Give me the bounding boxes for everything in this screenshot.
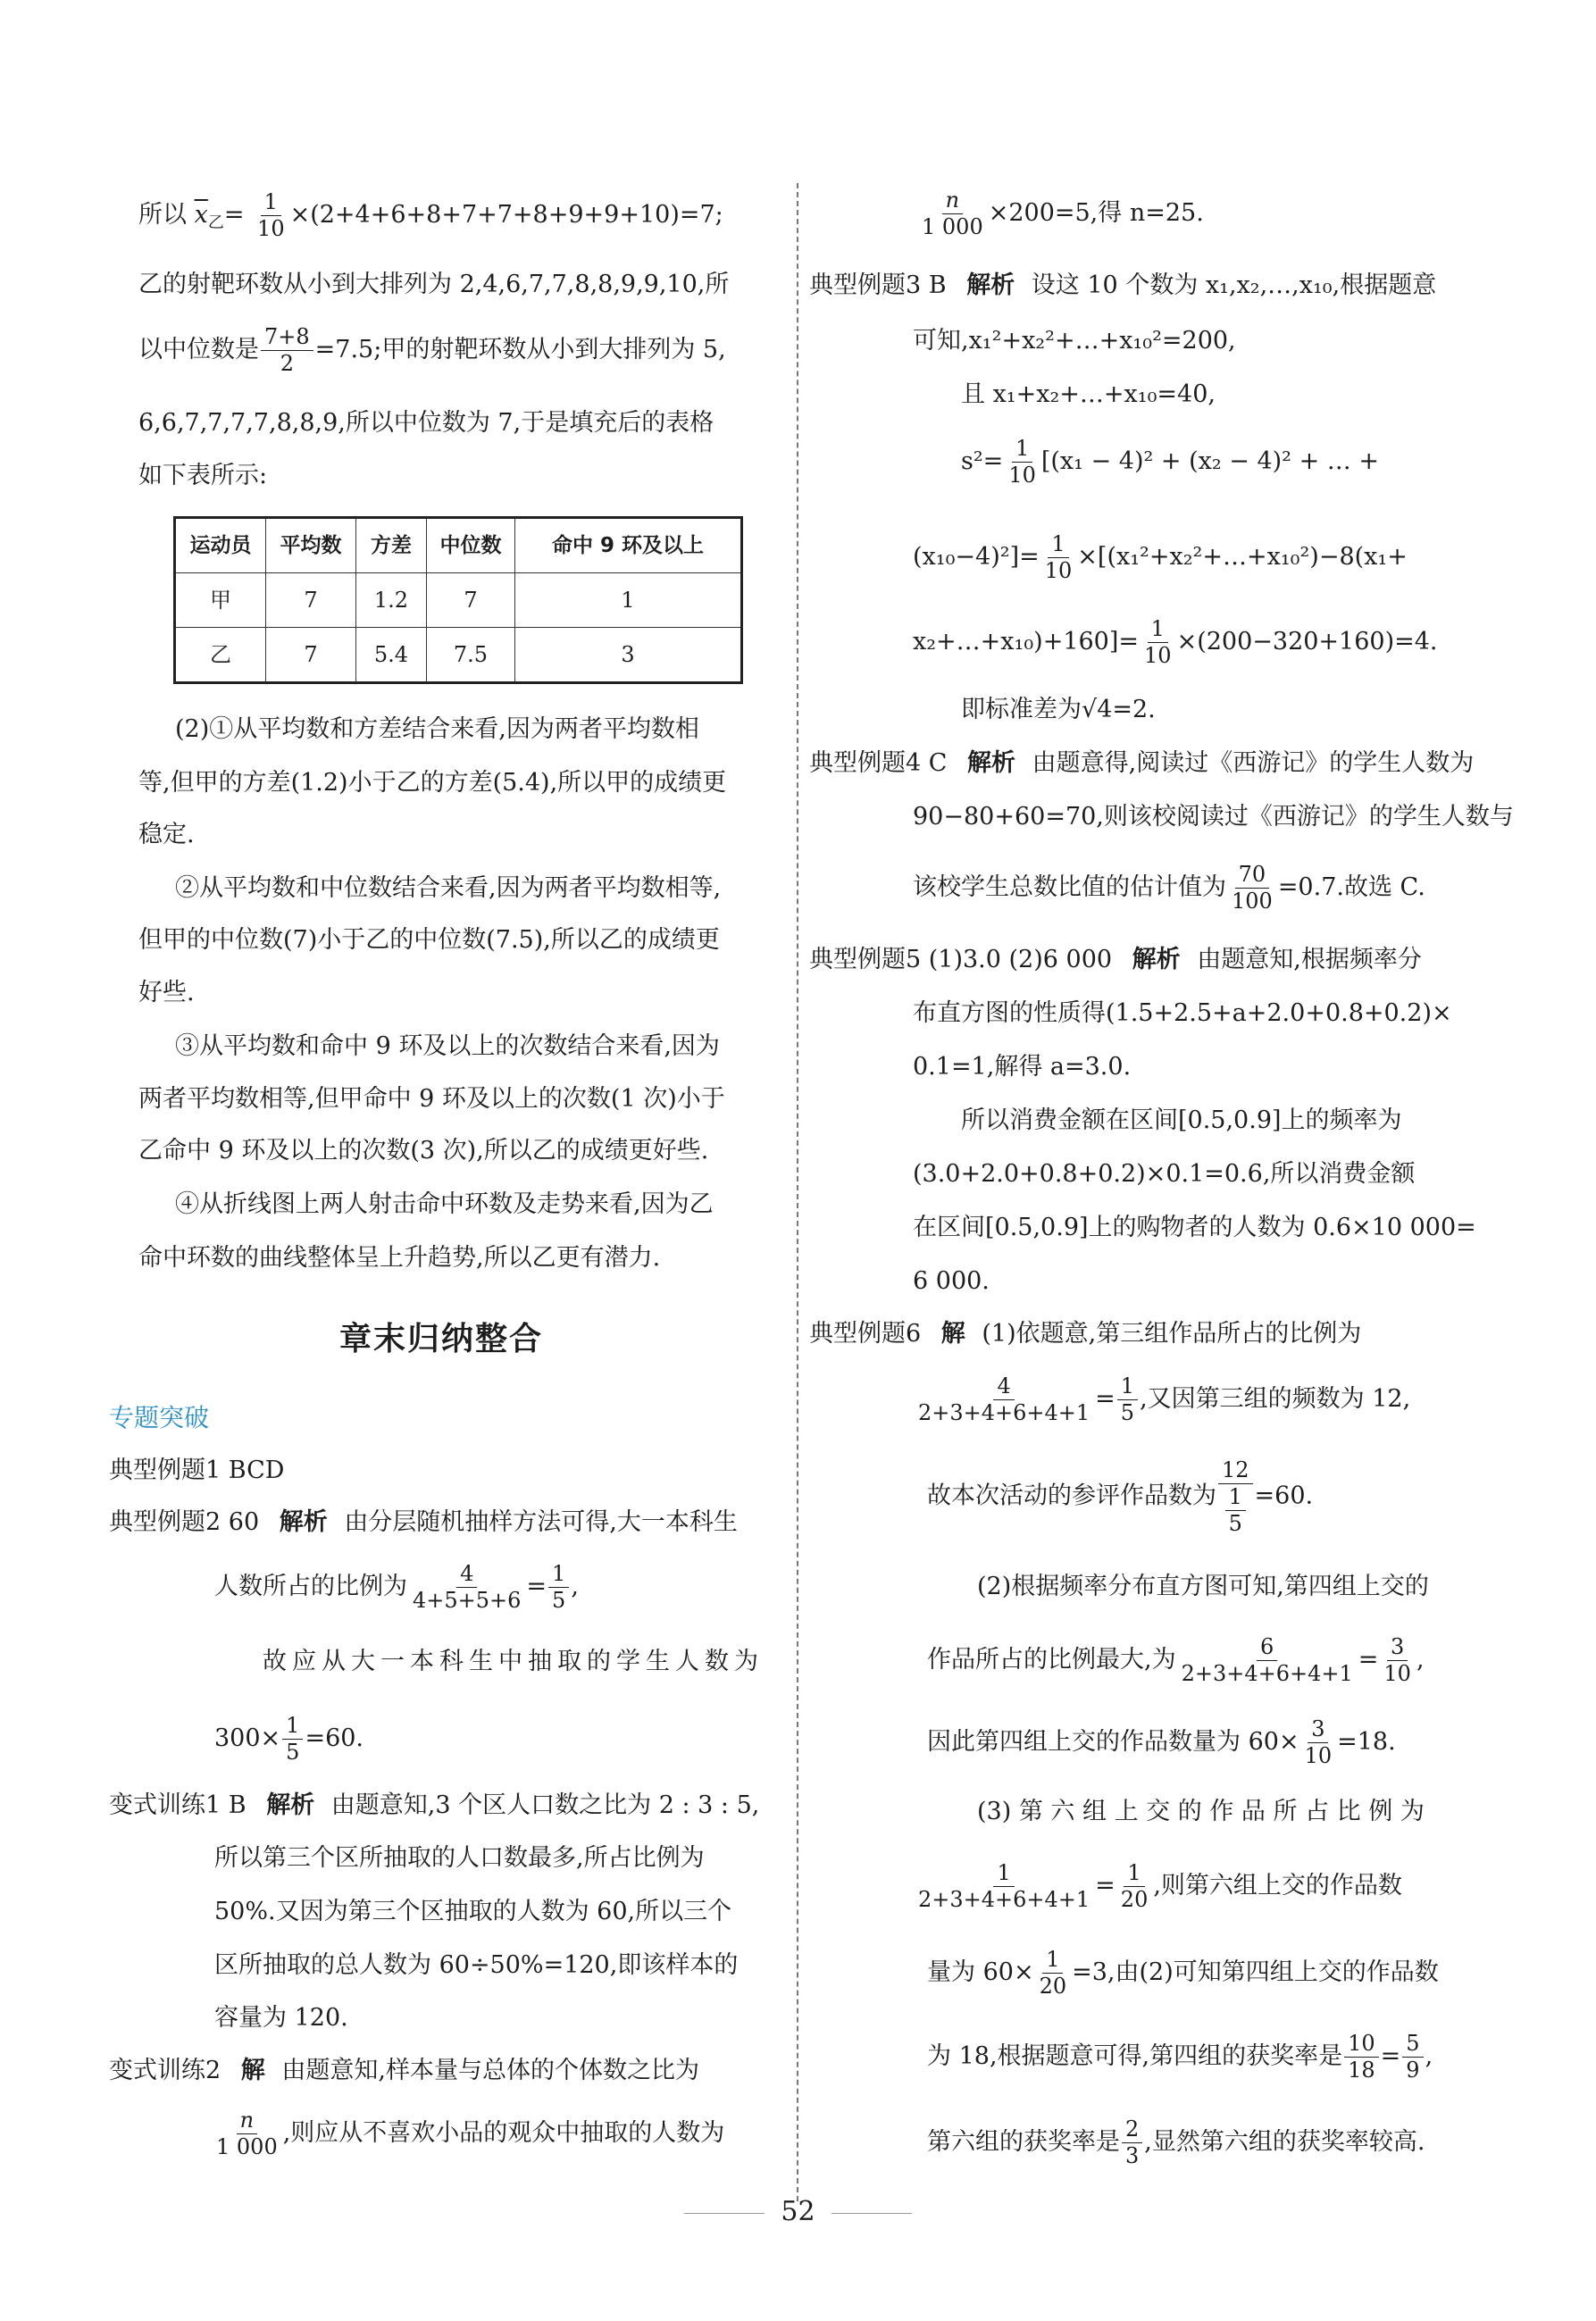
table-cell: 乙 bbox=[175, 628, 266, 683]
text: 由题意知,根据频率分 bbox=[1197, 946, 1422, 973]
example-6-fourth bbox=[927, 1716, 1396, 1769]
equals: = bbox=[1358, 1645, 1379, 1674]
denominator: 10 bbox=[257, 215, 285, 241]
text: ,则应从不喜欢小品的观众中抽取的人数为 bbox=[282, 2118, 725, 2147]
table-cell: 1.2 bbox=[356, 573, 427, 628]
text: 由题意知,样本量与总体的个体数之比为 bbox=[281, 2057, 699, 2084]
fraction bbox=[1117, 1860, 1152, 1913]
example-4-ratio bbox=[913, 862, 1425, 914]
text-line: 50%.又因为第三个区抽取的人数为 60,所以三个 bbox=[214, 1898, 732, 1925]
inner-fraction bbox=[1225, 1484, 1246, 1537]
text: =18. bbox=[1337, 1727, 1396, 1756]
text-line: ③从平均数和命中 9 环及以上的次数结合来看,因为 bbox=[175, 1032, 720, 1060]
header-cell: 中位数 bbox=[427, 518, 515, 573]
numerator: 1 bbox=[548, 1561, 569, 1588]
table-cell: 1 bbox=[515, 573, 742, 628]
text: [(x₁ − 4)² + (x₂ − 4)² + … + bbox=[1040, 447, 1379, 475]
numerator: 5 bbox=[1402, 2031, 1423, 2058]
denominator: 18 bbox=[1348, 2057, 1375, 2083]
numerator: 4 bbox=[993, 1373, 1014, 1400]
subscript: 乙 bbox=[207, 213, 224, 233]
denominator bbox=[1222, 1484, 1249, 1537]
denominator: 10 bbox=[1304, 1742, 1333, 1768]
text-line: 可知,x₁²+x₂²+…+x₁₀²=200, bbox=[913, 327, 1236, 355]
denominator: 5 bbox=[1228, 1510, 1242, 1536]
complex-fraction bbox=[1218, 1457, 1253, 1536]
fraction bbox=[282, 1713, 303, 1766]
text: ×(2+4+6+8+7+7+8+9+9+10)=7; bbox=[289, 200, 723, 229]
example-label: 典型例题2 60 bbox=[109, 1508, 260, 1536]
text: 第六组的获奖率是 bbox=[927, 2127, 1120, 2156]
fraction bbox=[1117, 1373, 1138, 1426]
denominator: 5 bbox=[1120, 1399, 1135, 1425]
denominator: 5 bbox=[286, 1739, 300, 1765]
denominator: 10 bbox=[1144, 642, 1172, 668]
example-label: 典型例题5 (1)3.0 (2)6 000 bbox=[809, 946, 1113, 973]
analysis-tag: 解 bbox=[240, 2057, 265, 2084]
column-divider bbox=[797, 183, 798, 2201]
numerator: n bbox=[237, 2108, 257, 2134]
numerator: 1 bbox=[993, 1860, 1014, 1887]
numerator: 1 bbox=[1124, 1860, 1144, 1887]
fraction bbox=[1178, 1634, 1357, 1687]
fraction bbox=[409, 1561, 524, 1614]
chapter-summary-heading: 章末归纳整合 bbox=[339, 1321, 544, 1357]
header-cell: 命中 9 环及以上 bbox=[515, 518, 742, 573]
x-bar: $\overline{x}$ bbox=[194, 200, 208, 229]
example-2 bbox=[109, 1507, 738, 1538]
text: =3,由(2)可知第四组上交的作品数 bbox=[1072, 1958, 1439, 1986]
example-label: 变式训练2 bbox=[109, 2057, 221, 2084]
text-line: 0.1=1,解得 a=3.0. bbox=[913, 1053, 1132, 1081]
example-1-answer: 典型例题1 BCD bbox=[109, 1457, 285, 1484]
text: 因此第四组上交的作品数量为 60× bbox=[927, 1727, 1299, 1756]
equals: = bbox=[1380, 2041, 1401, 2070]
example-label: 变式训练1 B bbox=[109, 1791, 247, 1819]
fraction bbox=[261, 324, 313, 377]
text: , bbox=[571, 1572, 579, 1600]
page-number-footer bbox=[0, 2195, 1596, 2229]
numerator: 12 bbox=[1218, 1457, 1253, 1484]
text-line: 布直方图的性质得(1.5+2.5+a+2.0+0.8+0.2)× bbox=[913, 999, 1452, 1027]
text: ,显然第六组的获奖率较高. bbox=[1144, 2127, 1425, 2156]
denominator: 10 bbox=[1383, 1660, 1411, 1686]
variant-1 bbox=[109, 1791, 759, 1821]
fraction bbox=[918, 188, 987, 240]
text-line: 但甲的中位数(7)小于乙的中位数(7.5),所以乙的成绩更 bbox=[138, 926, 720, 954]
text: (x₁₀−4)²]= bbox=[913, 542, 1040, 571]
text: s²= bbox=[961, 447, 1004, 475]
text: ×200=5,得 n=25. bbox=[988, 198, 1204, 227]
text-line: 容量为 120. bbox=[214, 2004, 348, 2032]
numerator: 1 bbox=[1042, 1947, 1063, 1974]
numerator: 7+8 bbox=[261, 324, 313, 351]
text: ×[(x₁²+x₂²+…+x₁₀²)−8(x₁+ bbox=[1077, 542, 1408, 571]
fraction bbox=[1122, 2116, 1142, 2169]
text: ,则第六组上交的作品数 bbox=[1153, 1871, 1402, 1899]
table-cell: 7 bbox=[266, 573, 356, 628]
fraction bbox=[1036, 1947, 1071, 2000]
analysis-tag: 解 bbox=[940, 1320, 965, 1348]
example-3 bbox=[809, 271, 1436, 301]
table-row bbox=[175, 628, 742, 683]
fraction bbox=[1344, 2031, 1379, 2083]
text-line: (3) 第 六 组 上 交 的 作 品 所 占 比 例 为 bbox=[977, 1798, 1425, 1825]
numerator: 1 bbox=[1012, 436, 1032, 463]
denominator: 4+5+5+6 bbox=[413, 1587, 522, 1613]
text: ×(200−320+160)=4. bbox=[1176, 627, 1438, 655]
example-4 bbox=[809, 748, 1474, 779]
text-line: 所以第三个区所抽取的人口数最多,所占比例为 bbox=[214, 1844, 705, 1872]
denominator: 20 bbox=[1120, 1886, 1149, 1912]
text: 作品所占的比例最大,为 bbox=[927, 1645, 1176, 1674]
table-cell: 3 bbox=[515, 628, 742, 683]
text-line: 乙命中 9 环及以上的次数(3 次),所以乙的成绩更好些. bbox=[138, 1137, 709, 1165]
fraction bbox=[1301, 1716, 1336, 1769]
section-label: 专题突破 bbox=[109, 1403, 210, 1432]
example-6-rate-6 bbox=[927, 2116, 1425, 2169]
equals: = bbox=[1095, 1384, 1116, 1413]
variant-2 bbox=[109, 2056, 699, 2086]
analysis-tag: 解析 bbox=[966, 271, 1015, 299]
variant-2-continued bbox=[916, 188, 1204, 240]
page-number: 52 bbox=[781, 2196, 815, 2227]
fraction bbox=[213, 2108, 281, 2160]
numerator: 1 bbox=[1048, 531, 1068, 558]
numerator: 1 bbox=[282, 1713, 303, 1740]
variance-line-3 bbox=[913, 616, 1438, 669]
denominator: 9 bbox=[1406, 2057, 1420, 2083]
text-line: 乙的射靶环数从小到大排列为 2,4,6,7,7,8,8,9,9,10,所 bbox=[138, 271, 730, 298]
text-line: 所以消费金额在区间[0.5,0.9]上的频率为 bbox=[961, 1106, 1402, 1134]
text: , bbox=[1425, 2041, 1433, 2070]
table-row bbox=[175, 573, 742, 628]
score-table bbox=[173, 516, 743, 684]
text-line: ②从平均数和中位数结合来看,因为两者平均数相等, bbox=[175, 874, 722, 902]
numerator: 1 bbox=[261, 189, 281, 216]
analysis-tag: 解析 bbox=[967, 749, 1016, 777]
table-cell: 7 bbox=[266, 628, 356, 683]
example-label: 典型例题4 C bbox=[809, 749, 948, 777]
fraction bbox=[1041, 531, 1076, 584]
text: x₂+…+x₁₀)+160]= bbox=[913, 627, 1140, 655]
text-line: 在区间[0.5,0.9]上的购物者的人数为 0.6×10 000= bbox=[913, 1214, 1476, 1241]
text-line: 6 000. bbox=[913, 1267, 990, 1295]
numerator: n bbox=[942, 188, 963, 214]
example-6-total bbox=[927, 1457, 1313, 1536]
equals: = bbox=[526, 1572, 547, 1600]
example-2-ratio bbox=[214, 1561, 579, 1614]
text: ,又因第三组的频数为 12, bbox=[1140, 1384, 1411, 1413]
analysis-tag: 解析 bbox=[279, 1508, 328, 1536]
variance-line-2 bbox=[913, 531, 1408, 584]
numerator: 3 bbox=[1387, 1634, 1408, 1661]
text-line: 故应从大一本科生中抽取的学生人数为 bbox=[263, 1648, 764, 1675]
text-line: 且 x₁+x₂+…+x₁₀=40, bbox=[961, 380, 1216, 408]
text: 该校学生总数比值的估计值为 bbox=[913, 872, 1226, 901]
text-line: 等,但甲的方差(1.2)小于乙的方差(5.4),所以甲的成绩更 bbox=[138, 769, 727, 797]
example-label: 典型例题3 B bbox=[809, 271, 947, 299]
fraction bbox=[1402, 2031, 1423, 2083]
text-line: (2)根据频率分布直方图可知,第四组上交的 bbox=[977, 1573, 1429, 1600]
footer-rule bbox=[831, 2213, 912, 2214]
denominator: 10 bbox=[1044, 557, 1073, 583]
text-line: 两者平均数相等,但甲命中 9 环及以上的次数(1 次)小于 bbox=[138, 1085, 725, 1113]
numerator: 70 bbox=[1235, 862, 1270, 889]
header-cell: 运动员 bbox=[175, 518, 266, 573]
fraction bbox=[1380, 1634, 1415, 1687]
denominator: 3 bbox=[1125, 2142, 1140, 2168]
text: 由题意知,3 个区人口数之比为 2 : 3 : 5, bbox=[330, 1791, 760, 1819]
table-header-row bbox=[175, 518, 742, 573]
example-6-rate-4 bbox=[927, 2031, 1433, 2083]
example-6-sixth-ratio bbox=[913, 1860, 1402, 1913]
text-line: 稳定. bbox=[138, 821, 195, 848]
analysis-tag: 解析 bbox=[266, 1791, 315, 1819]
numerator: 4 bbox=[456, 1561, 477, 1588]
fraction bbox=[915, 1373, 1093, 1426]
header-cell: 方差 bbox=[356, 518, 427, 573]
table-cell: 7.5 bbox=[427, 628, 515, 683]
text: =0.7.故选 C. bbox=[1277, 872, 1425, 901]
text: 量为 60× bbox=[927, 1958, 1034, 1986]
text: 为 18,根据题意可得,第四组的获奖率是 bbox=[927, 2041, 1343, 2070]
numerator: 1 bbox=[1148, 616, 1168, 643]
fraction bbox=[1228, 862, 1276, 914]
denominator: 2 bbox=[280, 350, 294, 376]
text: , bbox=[1416, 1645, 1425, 1674]
text: 设这 10 个数为 x₁,x₂,…,x₁₀,根据题意 bbox=[1031, 271, 1437, 299]
variance-line-1 bbox=[961, 436, 1379, 488]
text: 人数所占的比例为 bbox=[214, 1572, 407, 1600]
example-6-max bbox=[927, 1634, 1425, 1687]
text: 由分层随机抽样方法可得,大一本科生 bbox=[344, 1508, 738, 1536]
numerator: 1 bbox=[1117, 1373, 1138, 1400]
text-line: (3.0+2.0+0.8+0.2)×0.1=0.6,所以消费金额 bbox=[913, 1160, 1416, 1188]
numerator: 3 bbox=[1308, 1716, 1328, 1743]
text-line: 区所抽取的总人数为 60÷50%=120,即该样本的 bbox=[214, 1951, 739, 1979]
text: =60. bbox=[1254, 1482, 1314, 1510]
denominator: 5 bbox=[552, 1587, 566, 1613]
text: 故本次活动的参评作品数为 bbox=[927, 1482, 1216, 1510]
text-line: 命中环数的曲线整体呈上升趋势,所以乙更有潜力. bbox=[138, 1244, 661, 1272]
example-5 bbox=[809, 945, 1422, 975]
denominator: 2+3+4+6+4+1 bbox=[1181, 1660, 1353, 1686]
median-line bbox=[138, 324, 726, 377]
fraction bbox=[1005, 436, 1040, 488]
denominator: 10 bbox=[1008, 462, 1036, 488]
denominator: 2+3+4+6+4+1 bbox=[918, 1399, 1090, 1425]
text: 300× bbox=[214, 1724, 281, 1752]
text-line: ④从折线图上两人射击命中环数及走势来看,因为乙 bbox=[175, 1190, 714, 1218]
example-label: 典型例题6 bbox=[809, 1320, 922, 1348]
text-line: 如下表所示: bbox=[138, 462, 268, 489]
text-line: 6,6,7,7,7,7,8,8,9,所以中位数为 7,于是填充后的表格 bbox=[138, 409, 714, 437]
numerator: 10 bbox=[1344, 2031, 1379, 2058]
table-cell: 5.4 bbox=[356, 628, 427, 683]
denominator: 1 000 bbox=[216, 2133, 278, 2159]
numerator: 6 bbox=[1257, 1634, 1277, 1661]
text: 由题意得,阅读过《西游记》的学生人数为 bbox=[1032, 749, 1475, 777]
numerator: 1 bbox=[1225, 1484, 1246, 1511]
fraction bbox=[915, 1860, 1093, 1913]
text: =7.5;甲的射靶环数从小到大排列为 5, bbox=[314, 335, 726, 363]
fraction bbox=[1141, 616, 1175, 669]
denominator: 100 bbox=[1232, 888, 1273, 914]
text-line: 好些. bbox=[138, 979, 195, 1006]
fraction bbox=[254, 189, 288, 242]
text: 以中位数是 bbox=[138, 335, 259, 363]
fraction bbox=[548, 1561, 569, 1614]
denominator: 20 bbox=[1039, 1973, 1067, 1999]
table-cell: 7 bbox=[427, 573, 515, 628]
text-line: 即标准差为√4=2. bbox=[961, 696, 1156, 723]
equals: = bbox=[1095, 1871, 1116, 1899]
example-6 bbox=[809, 1319, 1361, 1349]
text: (1)依题意,第三组作品所占的比例为 bbox=[982, 1320, 1362, 1348]
example-6-sixth-count bbox=[927, 1947, 1439, 2000]
text-line: 90−80+60=70,则该校阅读过《西游记》的学生人数与 bbox=[913, 803, 1514, 831]
table-cell: 甲 bbox=[175, 573, 266, 628]
mean-yi-line bbox=[138, 189, 723, 242]
denominator: 2+3+4+6+4+1 bbox=[918, 1886, 1090, 1912]
footer-rule bbox=[684, 2213, 765, 2214]
text-line: (2)①从平均数和方差结合来看,因为两者平均数相 bbox=[175, 715, 699, 743]
example-2-result bbox=[214, 1713, 363, 1766]
text: 所以 bbox=[138, 200, 187, 229]
denominator: 1 000 bbox=[922, 213, 983, 239]
text: =60. bbox=[305, 1724, 364, 1752]
numerator: 2 bbox=[1122, 2116, 1142, 2143]
example-6-ratio bbox=[913, 1373, 1410, 1426]
variant-2-ratio bbox=[211, 2108, 724, 2160]
analysis-tag: 解析 bbox=[1132, 946, 1181, 973]
header-cell: 平均数 bbox=[266, 518, 356, 573]
equals: = bbox=[223, 200, 245, 229]
